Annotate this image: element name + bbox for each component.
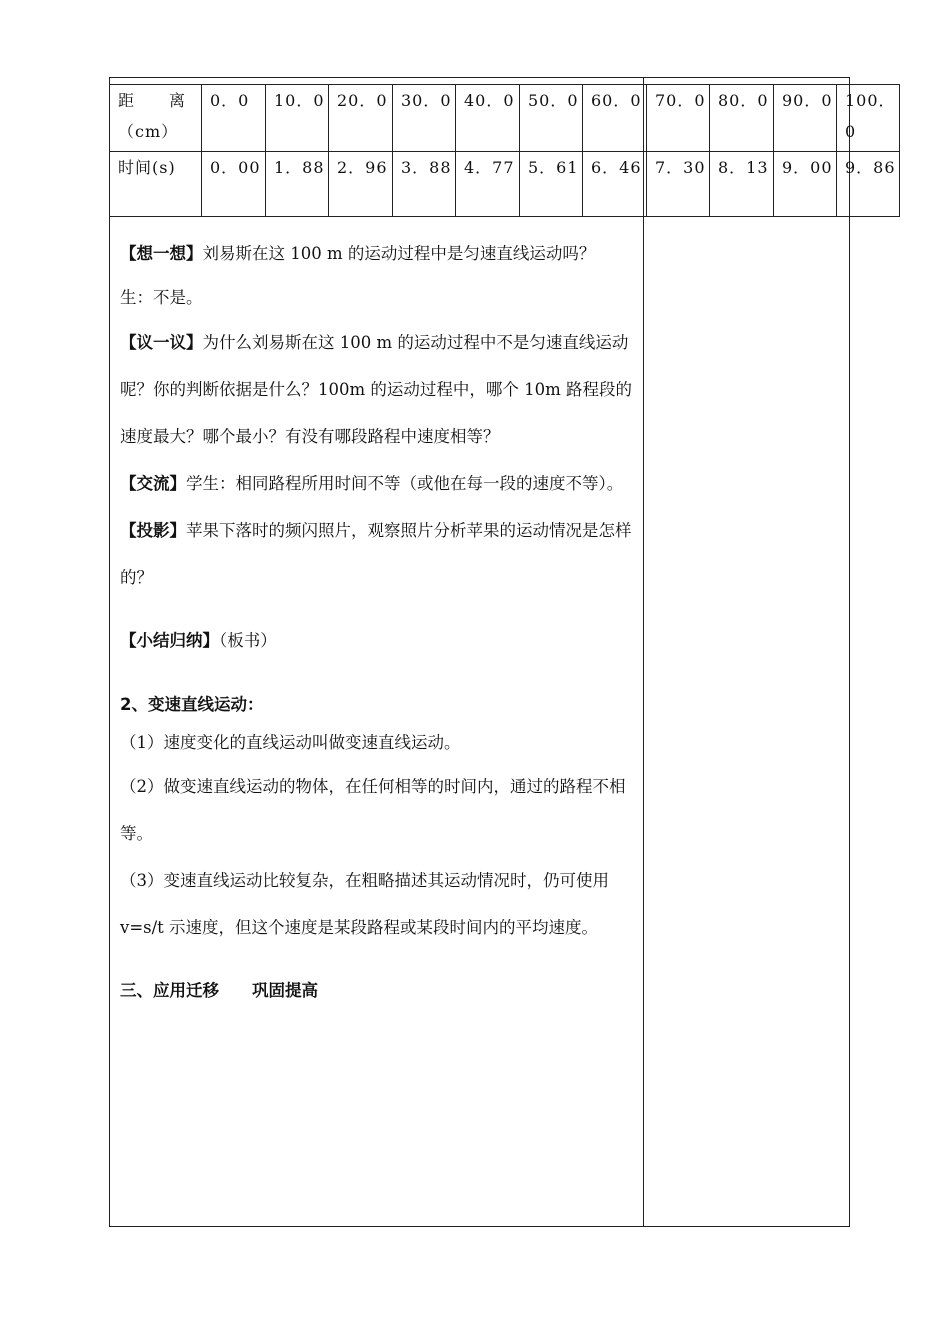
section2-title: 2、变速直线运动： xyxy=(120,695,264,714)
time-cell: 3．88 xyxy=(393,152,456,217)
distance-cell: 60．0 xyxy=(583,85,647,152)
summary-tag: 【小结归纳】 xyxy=(120,631,219,650)
distance-cell: 40．0 xyxy=(456,85,520,152)
time-cell: 4．77 xyxy=(456,152,520,217)
distance-unit: （cm） xyxy=(118,122,179,141)
time-cell: 5．61 xyxy=(520,152,583,217)
discuss-paragraph xyxy=(120,319,635,460)
distance-cell: 90．0 xyxy=(774,85,837,152)
exchange-paragraph xyxy=(120,460,635,507)
distance-row xyxy=(110,85,900,152)
discuss-text: 为什么刘易斯在这 100 m 的运动过程中不是匀速直线运动呢？你的判断依据是什么？100m 的运动过程中，哪个 10m 路程段的速度最大？哪个最小？有没有哪段路程中速度相等？ xyxy=(120,333,633,446)
distance-cell: 50．0 xyxy=(520,85,583,152)
distance-header xyxy=(110,85,202,152)
exchange-text: 学生：相同路程所用时间不等（或他在每一段的速度不等）。 xyxy=(186,474,624,493)
distance-label: 距 离 xyxy=(118,91,187,110)
think-text: 刘易斯在这 100 m 的运动过程中是匀速直线运动吗？ xyxy=(202,244,596,263)
section3-title: 三、应用迁移 巩固提高 xyxy=(120,981,318,1000)
summary-heading xyxy=(120,623,635,659)
exchange-tag: 【交流】 xyxy=(120,474,186,493)
projection-text: 苹果下落时的频闪照片，观察照片分析苹果的运动情况是怎样的？ xyxy=(120,521,632,587)
distance-cell: 10．0 xyxy=(266,85,329,152)
lesson-content xyxy=(120,230,635,1009)
distance-cell: 100．0 xyxy=(837,85,900,152)
time-header: 时间(s) xyxy=(110,152,202,217)
distance-cell: 80．0 xyxy=(710,85,774,152)
distance-cell: 20．0 xyxy=(329,85,393,152)
column-divider xyxy=(643,77,644,1227)
distance-time-table xyxy=(109,84,900,217)
definition-item-3: （3）变速直线运动比较复杂，在粗略描述其运动情况时，仍可使用 v=s/t 示速度，但这个速度是某段路程或某段时间内的平均速度。 xyxy=(120,871,609,937)
time-cell: 2．96 xyxy=(329,152,393,217)
definition-item-2: （2）做变速直线运动的物体，在任何相等的时间内，通过的路程不相等。 xyxy=(120,777,626,843)
definition-item-1: （1）速度变化的直线运动叫做变速直线运动。 xyxy=(120,733,461,752)
think-tag: 【想一想】 xyxy=(120,244,203,263)
time-cell: 8．13 xyxy=(710,152,774,217)
projection-tag: 【投影】 xyxy=(120,521,186,540)
spacer xyxy=(120,951,635,973)
summary-note: （板书） xyxy=(219,631,277,650)
time-cell: 0．00 xyxy=(202,152,266,217)
think-paragraph xyxy=(120,230,635,277)
time-row xyxy=(110,152,900,217)
discuss-tag: 【议一议】 xyxy=(120,333,203,352)
projection-paragraph xyxy=(120,507,635,601)
time-cell: 9．00 xyxy=(774,152,837,217)
distance-cell: 0．0 xyxy=(202,85,266,152)
time-cell: 7．30 xyxy=(647,152,710,217)
time-cell: 9．86 xyxy=(837,152,900,217)
time-cell: 6．46 xyxy=(583,152,647,217)
student-answer: 生：不是。 xyxy=(120,288,203,307)
spacer xyxy=(120,601,635,623)
distance-cell: 30．0 xyxy=(393,85,456,152)
distance-cell: 70．0 xyxy=(647,85,710,152)
time-cell: 1．88 xyxy=(266,152,329,217)
spacer xyxy=(120,659,635,687)
